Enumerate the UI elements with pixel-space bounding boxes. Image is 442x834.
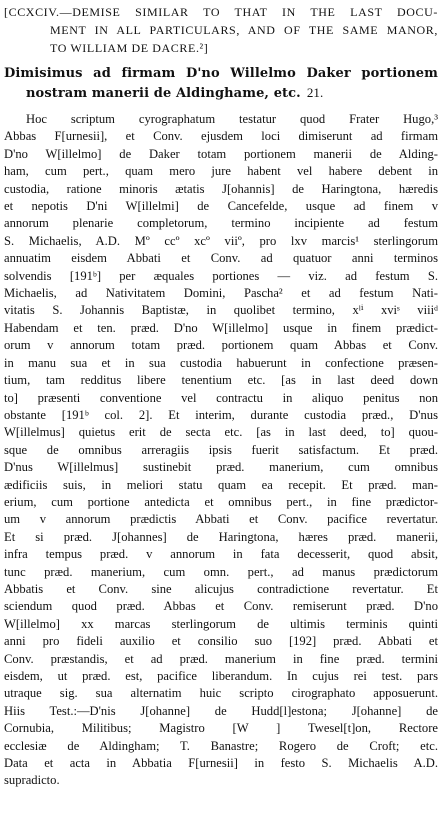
body-line: Abbas F[urnesii], et Conv. ejusdem loci dimiserunt ad firmam xyxy=(4,129,438,144)
body-line: obstante [191ᵇ col. 2]. Et interim, durante custodia præd., D'nus xyxy=(4,407,438,422)
body-line: Hoc scriptum cyrographatum testatur quod Frater Hugo,³ xyxy=(26,112,438,126)
body-line: sque de omnibus arreragiis ipsis fuerit satisfactum. Et præd. xyxy=(4,442,438,457)
body-line: Habendam et ten. præd. D'no W[illelmo] usque in finem prædict- xyxy=(4,320,438,335)
body-line: Abbatis et Conv. sine alicujus contradictione revertatur. Et xyxy=(4,581,438,596)
body-line: Et si præd. J[ohannes] de Haringtona, hæres præd. manerii, xyxy=(4,529,438,544)
title-line: nostram manerii de Aldinghame, etc. xyxy=(26,86,301,101)
body-line: annorum plenarie completorum, termino incipiente ad festum xyxy=(4,216,438,231)
body-line: tunc præd. manerium, cum omn. pert., ad manus prædictorum xyxy=(4,564,438,579)
document-body xyxy=(4,111,438,790)
body-line: D'no W[illelmo] de Daker totam portionem manerii de Alding- xyxy=(4,146,438,161)
body-line: custodia, ratione minoris ætatis J[ohannis] de Haringtona, hæredis xyxy=(4,181,438,196)
body-line: sciendum quod præd. Abbas et Conv. remiserunt præd. D'no xyxy=(4,599,438,614)
title-line-with-folio xyxy=(4,83,438,103)
body-line: annuatim eisdem Abbati et Conv. ad quatuor anni terminos xyxy=(4,251,438,266)
body-line: Hiis Test.:—D'nis J[ohanne] de Hudd[l]estona; J[ohanne] de xyxy=(4,703,438,718)
body-line: ham, cum pert., quam mero jure habent vel habere debent in xyxy=(4,164,438,179)
heading-line: [CCXCIV.—DEMISE SIMILAR TO THAT IN THE LAST DOCU- xyxy=(4,5,438,19)
heading-line: TO WILLIAM DE DACRE.²] xyxy=(50,41,209,55)
body-line: W[illelmus] quietus erit de secta etc. [as in last deed, to] quou- xyxy=(4,425,438,440)
body-line: supradicto. xyxy=(4,773,60,788)
body-line: infra tempus præd. v annorum in fata decesserit, quod absit, xyxy=(4,547,438,562)
heading-line: MENT IN ALL PARTICULARS, AND OF THE SAME MANOR, xyxy=(50,23,438,37)
folio-number: 21. xyxy=(306,85,324,100)
body-line: orum v annorum totam præd. portionem quam Abbas et Conv. xyxy=(4,338,438,353)
body-line: erium, cum portione antedicta et omnibus pert., in fine prædictor- xyxy=(4,494,438,509)
body-line: Conv. præstandis, et ad præd. manerium in fine præd. termini xyxy=(4,651,438,666)
body-line: to] præsenti conventione vel contractu in aliquo penitus non xyxy=(4,390,438,405)
body-line: ecclesiæ de Aldingham; T. Banastre; Rogero de Croft; etc. xyxy=(4,738,438,753)
body-line: solvendis [191ᵇ] per æquales portiones — viz. ad festum S. xyxy=(4,268,438,283)
body-line: anni pro fideli auxilio et consilio suo [192] præd. Abbati et xyxy=(4,634,438,649)
body-line: S. Michaelis, A.D. Mº ccº xcº viiº, pro lxv marcis¹ sterlingorum xyxy=(4,233,438,248)
body-line: um v annorum prædictis Abbati et Conv. pacifice revertatur. xyxy=(4,512,438,527)
body-line: ædificiis suis, in meliori statu quam ea recepit. Et præd. man- xyxy=(4,477,438,492)
body-line: utraque sig. sua alternatim huic scripto cirographato apposuerunt. xyxy=(4,686,438,701)
body-line: Data et acta in Abbatia F[urnesii] in festo S. Michaelis A.D. xyxy=(4,756,438,771)
body-line: vitatis S. Johannis Baptistæ, in quolibet termino, xˡⁱ xviˢ viiiᵈ xyxy=(4,303,438,318)
body-line: et nepotis D'ni W[illelmi] de Cancefelde, usque ad finem v xyxy=(4,199,438,214)
body-line: in manu sua et in sua custodia habuerunt in confectione præsen- xyxy=(4,355,438,370)
body-line: D'nus W[illelmus] sustinebit præd. manerium, cum omnibus xyxy=(4,460,438,475)
document-title xyxy=(4,64,438,103)
body-line: tium, tam redditus libere tenentium etc. [as in last deed down xyxy=(4,373,438,388)
body-line: W[illelmo] xx marcas sterlingorum de ultimis terminis quinti xyxy=(4,616,438,631)
body-line: Michaelis, ad Nativitatem Domini, Pascha² et ad festum Nati- xyxy=(4,286,438,301)
title-line: Dimisimus ad firmam D'no Willelmo Daker portionem xyxy=(4,66,438,81)
body-line: eisdem, ut præd. est, pacifice liberandum. In cujus rei test. pars xyxy=(4,669,438,683)
body-line: Cornubia, Militibus; Magistro [W ] Twesel[t]on, Rectore xyxy=(4,721,438,736)
document-heading xyxy=(4,3,438,57)
